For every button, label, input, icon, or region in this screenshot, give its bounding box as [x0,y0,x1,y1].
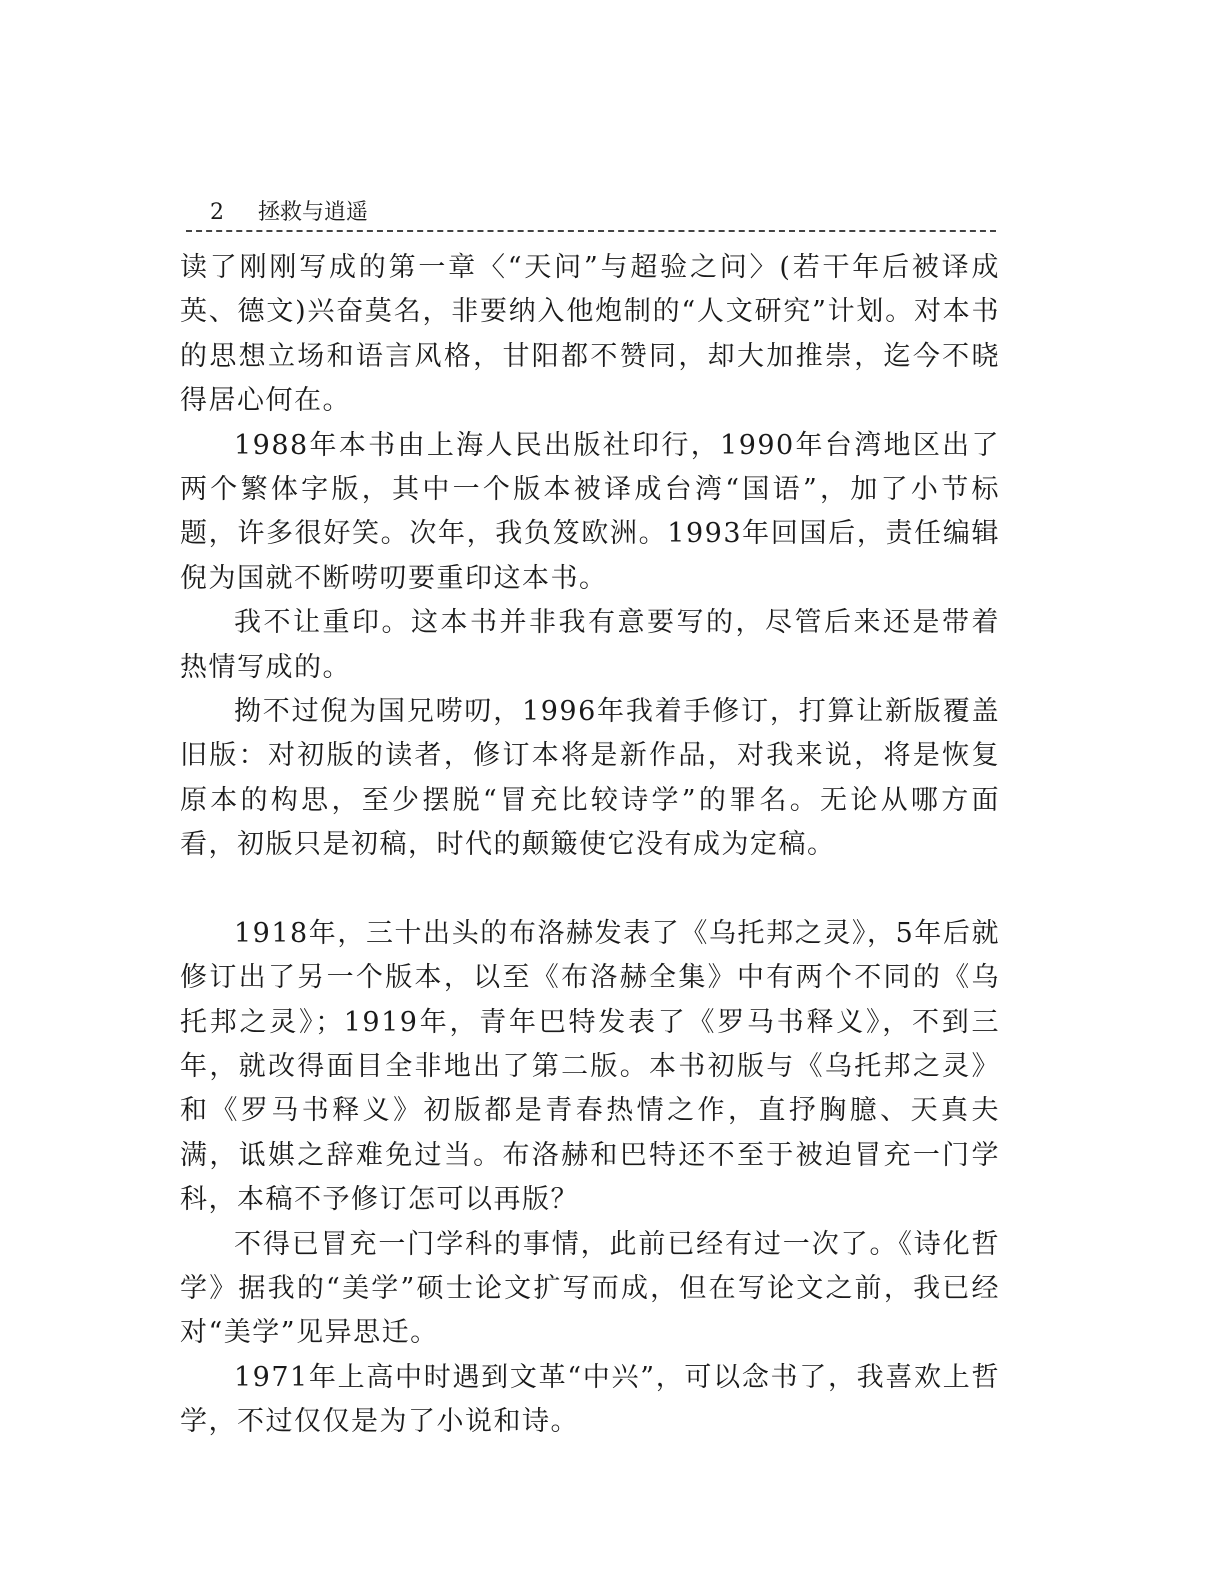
paragraph: 不得已冒充一门学科的事情，此前已经有过一次了。《诗化哲学》据我的“美学”硕士论文扩写而成，但在写论文之前，我已经对“美学”见异思迁。 [180,1228,1000,1349]
running-head [186,196,996,230]
paragraph: 1918年，三十出头的布洛赫发表了《乌托邦之灵》，5年后就修订出了另一个版本，以至《布洛赫全集》中有两个不同的《乌托邦之灵》；1919年，青年巴特发表了《罗马书释义》，不到三年，就改得面目全非地出了第二版。本书初版与《乌托邦之灵》和《罗马书释义》初版都是青春热情之作，直抒胸臆、天真夫满，诋娸之辞难免过当。布洛赫和巴特还不至于被迫冒充一门学科，本稿不予修订怎可以再版？ [180,917,1000,1216]
paragraph: 我不让重印。这本书并非我有意要写的，尽管后来还是带着热情写成的。 [180,607,1000,683]
paragraph: 拗不过倪为国兄唠叨，1996年我着手修订，打算让新版覆盖旧版：对初版的读者，修订本将是新作品，对我来说，将是恢复原本的构思，至少摆脱“冒充比较诗学”的罪名。无论从哪方面看，初版只是初稿，时代的颠簸使它没有成为定稿。 [180,696,1000,861]
paragraph: 1971年上高中时遇到文革“中兴”，可以念书了，我喜欢上哲学，不过仅仅是为了小说和诗。 [180,1361,1000,1438]
book-title: 拯救与逍遥 [258,200,369,225]
paragraph: 1988年本书由上海人民出版社印行，1990年台湾地区出了两个繁体字版，其中一个版本被译成台湾“国语”，加了小节标题，许多很好笑。次年，我负笈欧洲。1993年回国后，责任编辑倪为国就不断唠叨要重印这本书。 [180,429,1000,594]
page-number: 2 [210,200,224,225]
section-break [180,868,1000,912]
header-rule [186,230,996,232]
paragraph: 读了刚刚写成的第一章〈“天问”与超验之问〉(若干年后被译成英、德文)兴奋莫名，非要纳入他炮制的“人文研究”计划。对本书的思想立场和语言风格，甘阳都不赞同，却大加推崇，迄今不晓得居心何在。 [180,252,1000,417]
body-text [180,246,1000,1445]
